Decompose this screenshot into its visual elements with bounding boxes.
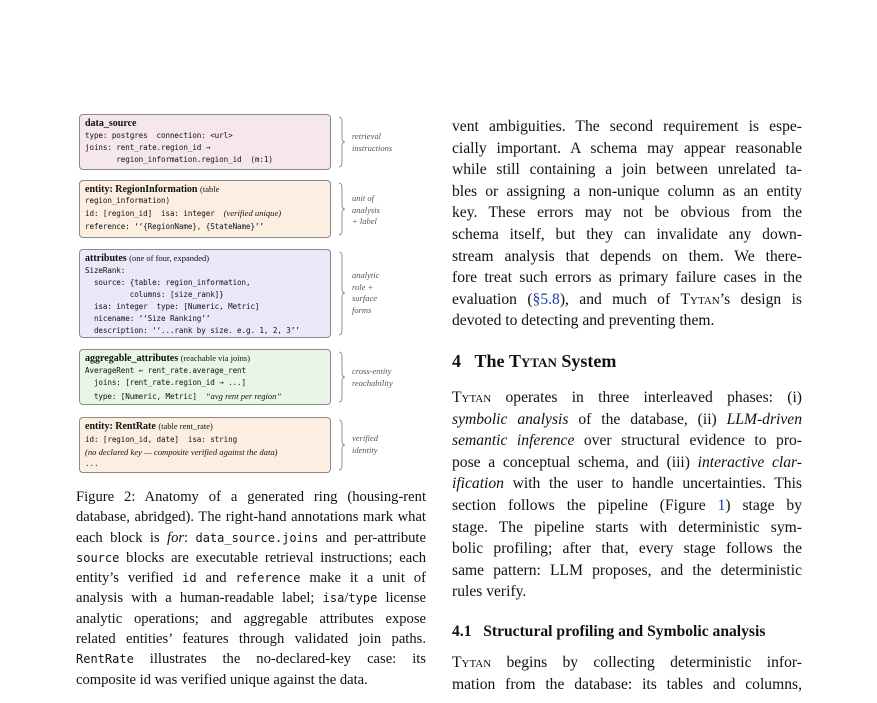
block-title: entity: RegionInformation <box>85 184 198 195</box>
block-line: region_information) <box>85 196 170 205</box>
text-line <box>452 387 802 409</box>
block-title: data_source <box>85 118 137 129</box>
text-line: same pattern: LLM proposes, and the deterministic <box>452 561 802 579</box>
text: pose a conceptual schema, and (iii) <box>452 453 698 471</box>
caption-text: Anatomy of a generated ring (housing-rent database, abridged). The right-hand annotations mark what each block is <box>76 489 426 546</box>
caption-text: illustrates the no-declared-key case: its composite id was verified unique against the data. <box>76 651 426 688</box>
figure-block-region-information <box>79 180 331 238</box>
text-line: rules verify. <box>452 583 527 601</box>
annotation-retrieval: retrieval instructions <box>352 131 393 153</box>
text: ’s design is <box>719 290 802 308</box>
text-line: vent ambiguities. The second requirement is espe- <box>452 118 802 135</box>
block-italic-note: (no declared key — composite verified against the data) <box>85 447 278 457</box>
brace-icon <box>338 116 346 168</box>
text-line: stage. The pipeline starts with deterministic sym- <box>452 518 802 536</box>
annotation-unit-of-analysis: unit of analysis + label <box>352 193 380 226</box>
text-line: schema itself, but they can invalidate any down- <box>452 225 802 243</box>
block-title-note: (table <box>200 184 220 194</box>
text: evaluation ( <box>452 290 533 308</box>
annotation-cross-entity: cross-entity reachability <box>352 366 393 388</box>
paragraph-overview <box>452 387 802 603</box>
annotation-analytic-role: analytic role + surface forms <box>352 270 380 315</box>
text: ) stage by <box>725 496 802 514</box>
block-title-note: (one of four, expanded) <box>129 253 210 263</box>
section-link[interactable]: §5.8 <box>532 290 560 308</box>
text-line <box>452 473 802 495</box>
text: LLM-driven <box>726 410 802 428</box>
text: ification <box>452 475 504 493</box>
block-title-note: (reachable via joins) <box>180 353 251 363</box>
text: with the user to handle uncertainties. This <box>503 475 802 493</box>
caption-text: / <box>344 590 349 607</box>
text-line <box>452 409 802 431</box>
figure-block-rent-rate <box>79 417 331 473</box>
text: of the database, (ii) <box>568 410 727 428</box>
caption-code: data_source.joins <box>195 530 319 545</box>
caption-text: for <box>167 529 185 546</box>
block-line <box>85 389 325 404</box>
brace-icon <box>338 351 346 403</box>
block-line: AverageRent ← rent_rate.average_rent <box>85 366 246 375</box>
block-line <box>85 206 325 221</box>
caption-text: and <box>205 570 227 587</box>
block-title-note: (table rent_rate) <box>158 421 213 431</box>
caption-label: Figure 2: <box>76 489 136 505</box>
text-line <box>452 430 802 452</box>
brace-icon <box>338 182 346 236</box>
text-line <box>452 289 802 311</box>
block-line: joins: rent_rate.region_id → <box>85 143 211 152</box>
text-line <box>452 495 802 517</box>
block-line-text: type: [Numeric, Metric] <box>85 392 197 401</box>
block-line: isa: integer type: [Numeric, Metric] <box>85 302 260 311</box>
caption-code: id <box>182 571 197 586</box>
system-name: Tytan <box>680 290 720 308</box>
block-line: ... <box>85 459 99 468</box>
paragraph-profiling <box>452 652 802 695</box>
figure-block-aggregable-attributes <box>79 349 331 405</box>
text-line: fore treat such errors as primary failure cases in the <box>452 269 802 287</box>
figure-link[interactable]: 1 <box>717 496 726 514</box>
caption-code: type <box>348 591 378 606</box>
section-number: 4.1 <box>452 623 472 640</box>
block-italic-note: (verified unique) <box>223 208 282 218</box>
block-line: description: ‘‘...rank by size. e.g. 1, 2, 3’’ <box>85 326 300 335</box>
block-line <box>85 446 325 459</box>
figure-block-data-source <box>79 114 331 170</box>
section-heading-4-1 <box>452 623 802 641</box>
caption-code: RentRate <box>76 652 134 667</box>
heading-text: Structural profiling and Symbolic analysis <box>483 623 766 640</box>
paragraph-requirements <box>452 116 802 332</box>
block-line: columns: [size_rank]} <box>85 290 224 299</box>
caption-text: and per-attribute <box>325 529 426 546</box>
text-line <box>452 652 802 674</box>
text-line: cially important. A schema may appear reasonable <box>452 139 802 157</box>
text: section follows the pipeline (Figure <box>452 496 718 514</box>
text-line: key. These errors may not be obvious from the <box>452 204 802 222</box>
block-line: reference: ‘‘{RegionName}, {StateName}’’ <box>85 222 264 231</box>
text-line: stream analysis that depends on them. We there- <box>452 247 802 265</box>
text: ), and much of <box>559 290 681 308</box>
block-line: region_information.region_id (m:1) <box>85 155 273 164</box>
text-line: mation from the database: its tables and columns, <box>452 675 802 693</box>
block-line: source: {table: region_information, <box>85 278 251 287</box>
text: begins by collecting deterministic infor- <box>491 654 802 671</box>
caption-code: isa <box>322 591 345 606</box>
caption-text: make it a unit of analysis with a human-readable label; <box>76 570 426 607</box>
text-line: bles or assigning a non-unique column as an entity <box>452 182 802 200</box>
block-line: type: postgres connection: <url> <box>85 131 233 140</box>
text: semantic inference <box>452 432 575 450</box>
block-title: entity: RentRate <box>85 421 156 432</box>
text-line <box>452 452 802 474</box>
brace-icon <box>338 419 346 471</box>
system-name: Tytan <box>452 389 492 406</box>
block-title: aggregable_attributes <box>85 353 179 364</box>
caption-text: license analytic operations; and aggregable attributes expose related entities’ features through validated join paths. <box>76 590 426 648</box>
section-heading-4 <box>452 351 802 372</box>
text-line: while still containing a join between unrelated ta- <box>452 161 802 179</box>
heading-text: System <box>561 351 617 371</box>
annotation-verified-identity: verified identity <box>352 433 378 455</box>
heading-text: The <box>474 351 505 371</box>
caption-text: blocks are executable retrieval instructions; each entity’s verified <box>76 549 426 587</box>
section-number: 4 <box>452 351 461 371</box>
text: interactive clar- <box>697 453 802 471</box>
block-line-text: id: [region_id] isa: integer <box>85 209 215 218</box>
figure-block-attributes <box>79 249 331 338</box>
system-name: Tytan <box>452 654 492 671</box>
block-line: joins: [rent_rate.region_id → ...] <box>85 378 246 387</box>
block-italic-note: “avg rent per region” <box>205 391 282 401</box>
text: operates in three interleaved phases: (i) <box>491 389 802 406</box>
caption-text: : <box>184 529 189 546</box>
system-name: Tytan <box>509 351 557 371</box>
text: symbolic analysis <box>452 410 569 428</box>
brace-icon <box>338 251 346 336</box>
block-line: nicename: ‘‘Size Ranking’’ <box>85 314 211 323</box>
text-line: devoted to detecting and preventing them. <box>452 312 715 330</box>
block-title: attributes <box>85 253 127 264</box>
caption-code: source <box>76 550 120 565</box>
text: over structural evidence to pro- <box>574 432 802 450</box>
text-line: bolic profiling; after that, every stage follows the <box>452 540 802 558</box>
caption-code: reference <box>235 571 301 586</box>
block-line: id: [region_id, date] isa: string <box>85 435 238 444</box>
block-line: SizeRank: <box>85 266 126 275</box>
figure-caption <box>76 487 426 690</box>
